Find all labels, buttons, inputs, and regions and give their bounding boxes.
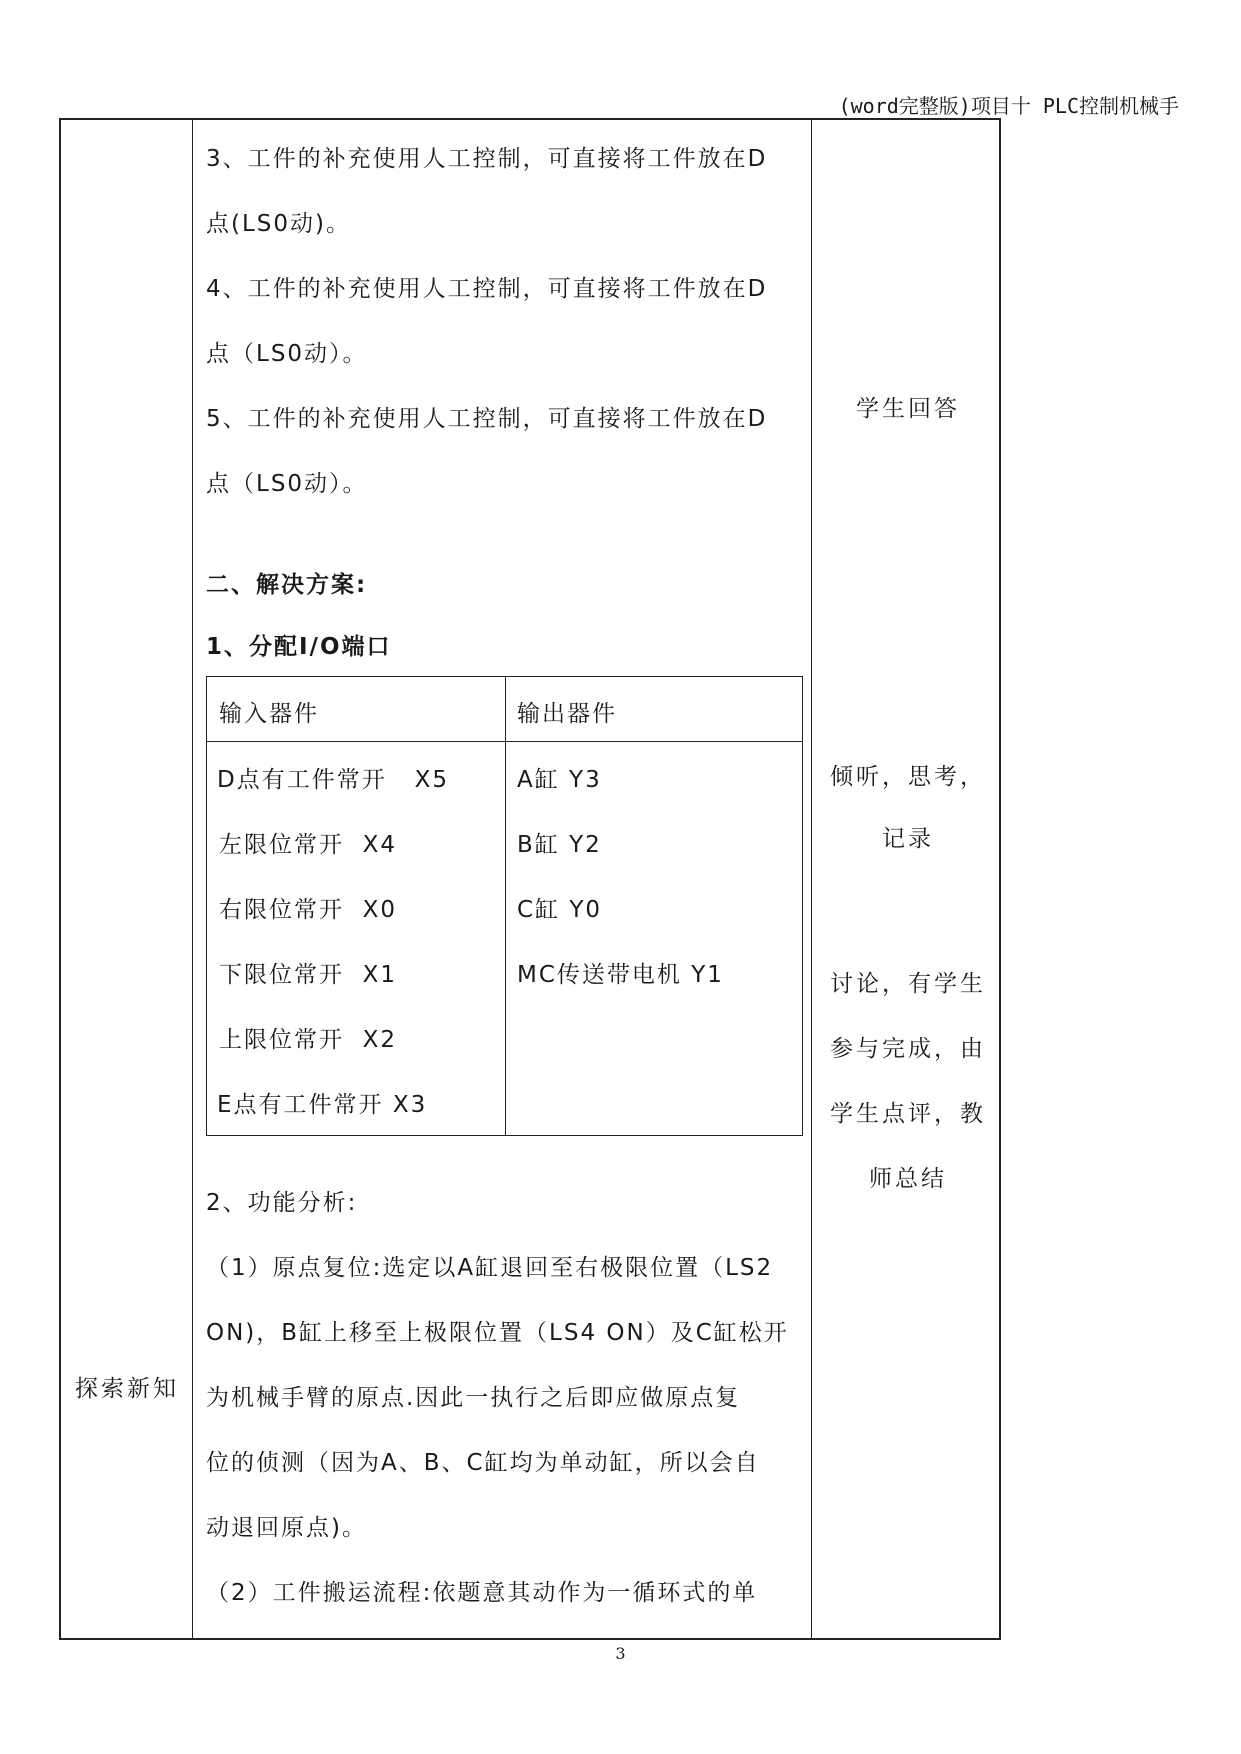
student-activity-note: 讨论，有学生 [830,971,986,997]
paragraph-line: 2、功能分析: [206,1190,358,1216]
document-header: (word完整版)项目十 PLC控制机械手 [838,94,1179,118]
student-activity-note: 师总结 [869,1166,947,1192]
paragraph-line: 5、工件的补充使用人工控制，可直接将工件放在D [206,406,768,432]
paragraph-line: ON)，B缸上移至上极限位置（LS4 ON）及C缸松开 [206,1320,789,1346]
paragraph-line: 为机械手臂的原点.因此一执行之后即应做原点复 [206,1385,741,1411]
student-activity-note: 倾听，思考， [830,764,986,790]
lesson-table [59,118,1001,1640]
column-divider-right [811,120,812,1638]
student-activity-note: 记录 [882,826,934,852]
student-activity-note: 学生回答 [856,396,960,422]
stage-label: 探索新知 [75,1376,179,1402]
input-item: 下限位常开 X1 [219,962,398,988]
column-divider-left [192,120,193,1638]
paragraph-line: （1）原点复位:选定以A缸退回至右极限位置（LS2 [206,1255,774,1281]
output-item: MC传送带电机 Y1 [517,962,724,988]
input-item: D点有工件常开 X5 [217,767,450,793]
input-item: E点有工件常开 X3 [217,1092,428,1118]
subsection-title: 1、分配I/O端口 [206,634,392,660]
paragraph-line: 点(LS0动)。 [206,211,351,237]
paragraph-line: 点（LS0动）。 [206,341,368,367]
input-header: 输入器件 [219,701,319,727]
paragraph-line: 点（LS0动）。 [206,471,368,497]
page-number: 3 [615,1644,626,1663]
io-assignment-table [206,676,803,1136]
paragraph-line: （2）工件搬运流程:依题意其动作为一循环式的单 [206,1580,758,1606]
paragraph-line: 3、工件的补充使用人工控制，可直接将工件放在D [206,146,768,172]
output-header: 输出器件 [517,701,617,727]
paragraph-line: 位的侦测（因为A、B、C缸均为单动缸，所以会自 [206,1450,760,1476]
input-item: 右限位常开 X0 [219,897,398,923]
section-title: 二、解决方案: [206,572,368,598]
table-column-divider [505,677,506,1135]
paragraph-line: 动退回原点)。 [206,1515,367,1541]
student-activity-note: 参与完成，由 [830,1036,986,1062]
input-item: 上限位常开 X2 [219,1027,398,1053]
output-item: B缸 Y2 [517,832,602,858]
output-item: C缸 Y0 [517,897,603,923]
student-activity-note: 学生点评，教 [830,1101,986,1127]
input-item: 左限位常开 X4 [219,832,398,858]
output-item: A缸 Y3 [517,767,602,793]
paragraph-line: 4、工件的补充使用人工控制，可直接将工件放在D [206,276,768,302]
